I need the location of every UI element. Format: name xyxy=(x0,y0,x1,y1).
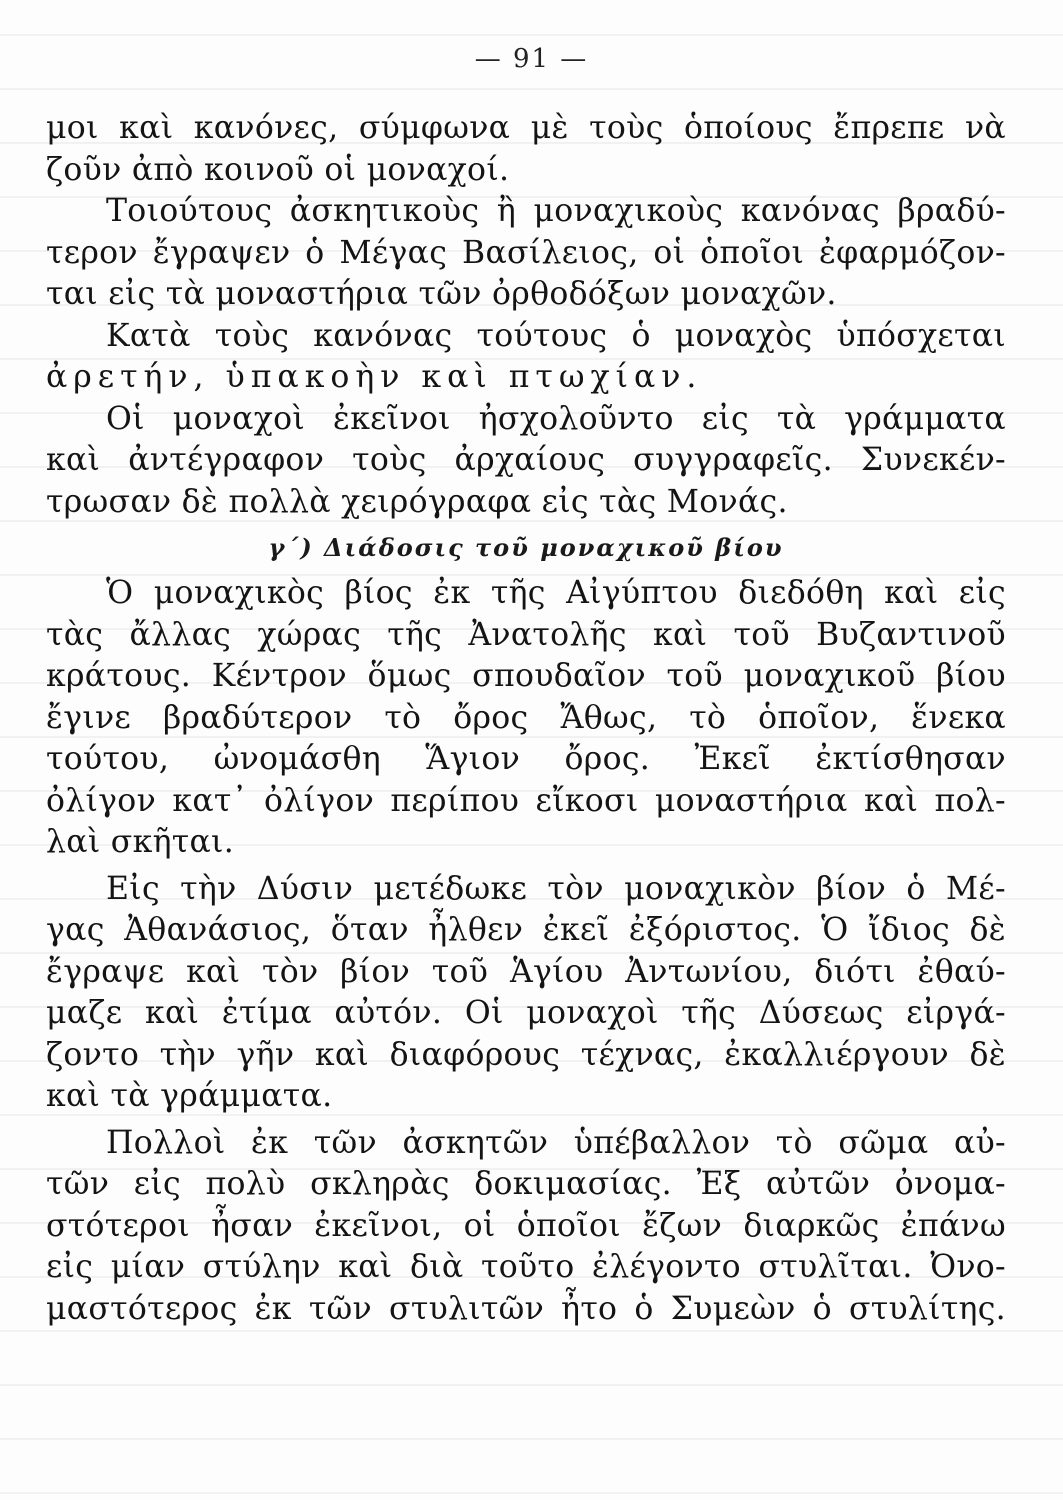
text-line: καὶ ἀντέγραφον τοὺς ἀρχαίους συγγραφεῖς. Συνεκέν- xyxy=(46,442,1006,478)
text-line: μαστότερος ἐκ τῶν στυλιτῶν ἦτο ὁ Συμεὼν ὁ στυλίτης. xyxy=(46,1290,1006,1327)
text-line: ται εἰς τὰ μοναστήρια τῶν ὀρθοδόξων μοναχῶν. xyxy=(46,276,837,312)
text-line: εἰς μίαν στύλην καὶ διὰ τοῦτο ἐλέγοντο στυλῖται. Ὀνο- xyxy=(46,1249,1006,1285)
text-line: καὶ τὰ γράμματα. xyxy=(46,1078,333,1114)
text-line: Πολλοὶ ἐκ τῶν ἀσκητῶν ὑπέβαλλον τὸ σῶμα αὐ- xyxy=(106,1124,1006,1161)
text-line: ἔγραψε καὶ τὸν βίον τοῦ Ἁγίου Ἀντωνίου, διότι ἐθαύ- xyxy=(46,953,1006,990)
section-heading: γ΄) Διάδοσις τοῦ μοναχικοῦ βίου xyxy=(268,533,784,562)
text-line: λαὶ σκῆται. xyxy=(46,824,235,860)
text-line: Εἰς τὴν Δύσιν μετέδωκε τὸν μοναχικὸν βίον ὁ Μέ- xyxy=(106,870,1006,907)
text-line: κράτους. Κέντρον ὅμως σπουδαῖον τοῦ μοναχικοῦ βίου xyxy=(46,658,1006,694)
text-line: μαζε καὶ ἐτίμα αὐτόν. Οἱ μοναχοὶ τῆς Δύσεως εἰργά- xyxy=(46,995,1006,1031)
text-line: Οἱ μοναχοὶ ἐκεῖνοι ἠσχολοῦντο εἰς τὰ γράμματα xyxy=(106,400,1006,437)
text-line: τῶν εἰς πολὺ σκληρὰς δοκιμασίας. Ἐξ αὐτῶν ὀνομα- xyxy=(46,1166,1006,1202)
text-line: τρωσαν δὲ πολλὰ χειρόγραφα εἰς τὰς Μονάς. xyxy=(46,483,788,520)
text-line: μοι καὶ κανόνες, σύμφωνα μὲ τοὺς ὁποίους ἔπρεπε νὰ xyxy=(46,110,1006,146)
body-text xyxy=(46,108,1006,1330)
text-line: ζοντο τὴν γῆν καὶ διαφόρους τέχνας, ἐκαλλιέργουν δὲ xyxy=(46,1036,1006,1073)
text-line: τὰς ἄλλας χώρας τῆς Ἀνατολῆς καὶ τοῦ Βυζαντινοῦ xyxy=(46,616,1006,653)
text-line: ἔγινε βραδύτερον τὸ ὄρος Ἄθως, τὸ ὁποῖον, ἕνεκα xyxy=(46,699,1006,736)
text-line: ἀρετήν, ὑπακοὴν καὶ πτωχίαν. xyxy=(46,359,703,395)
text-line: Ὁ μοναχικὸς βίος ἐκ τῆς Αἰγύπτου διεδόθη καὶ εἰς xyxy=(106,575,1006,611)
text-line: στότεροι ἦσαν ἐκεῖνοι, οἱ ὁποῖοι ἔζων διαρκῶς ἐπάνω xyxy=(46,1207,1006,1244)
text-line: τερον ἔγραψεν ὁ Μέγας Βασίλειος, οἱ ὁποῖοι ἐφαρμόζον- xyxy=(46,234,1006,271)
text-line: Κατὰ τοὺς κανόνας τούτους ὁ μοναχὸς ὑπόσχεται xyxy=(106,317,1006,354)
text-line: τούτου, ὠνομάσθη Ἅγιον ὄρος. Ἐκεῖ ἐκτίσθησαν xyxy=(46,741,1006,777)
text-line: ζοῦν ἀπὸ κοινοῦ οἱ μοναχοί. xyxy=(46,151,510,188)
page-number: — 91 — xyxy=(474,44,589,74)
text-line: Τοιούτους ἀσκητικοὺς ἢ μοναχικοὺς κανόνας βραδύ- xyxy=(106,193,1006,229)
text-line: ὀλίγον κατ᾿ ὀλίγον περίπου εἴκοσι μοναστήρια καὶ πολ- xyxy=(46,782,1006,819)
text-line: γας Ἀθανάσιος, ὅταν ἦλθεν ἐκεῖ ἐξόριστος. Ὁ ἴδιος δὲ xyxy=(46,912,1006,948)
